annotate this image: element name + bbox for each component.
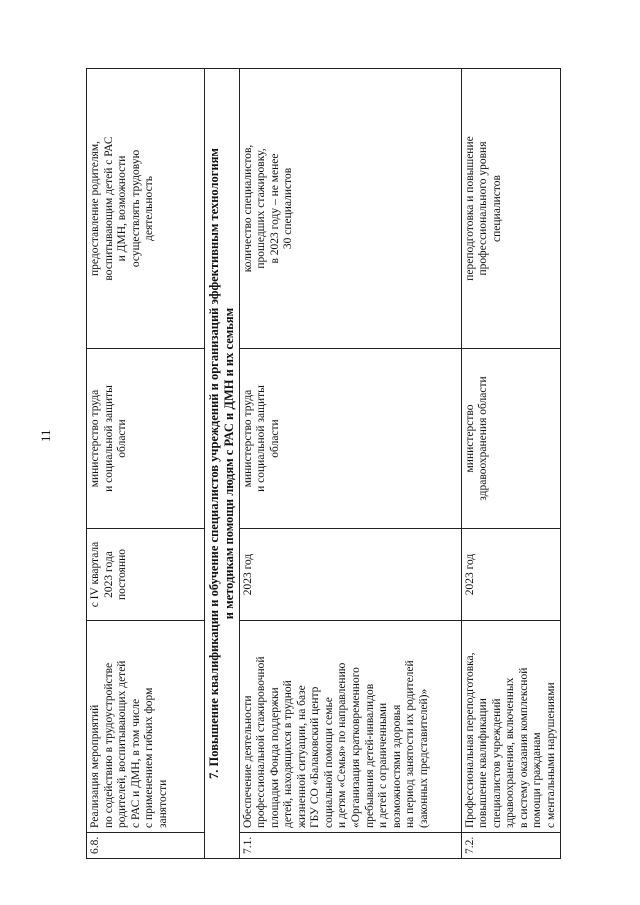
executor-cell: министерство труда и социальной защиты области [87, 349, 205, 529]
executor-cell: министерство труда и социальной защиты области [239, 349, 461, 529]
row-number: 7.2. [461, 833, 561, 859]
rotated-table-container [86, 69, 557, 859]
result-cell: количество специалистов, прошедших стажировку, в 2023 году – не менее 30 специалистов [239, 69, 461, 349]
period-cell: с IV квартала 2023 года постоянно [87, 529, 205, 621]
table-row-7-1 [239, 69, 461, 859]
row-number: 6.8. [87, 833, 205, 859]
section-7-title: 7. Повышение квалификации и обучение специалистов учреждений и организаций эффективным технологиям и методикам помощи людям с РАС и ДМН и их семьям [205, 69, 240, 859]
activity-cell: Профессиональная переподготовка, повышение квалификации специалистов учреждений здравоохранения, включенных в систему оказания комплексной помощи гражданам с ментальными нарушениями [461, 621, 561, 833]
table-row-7-2 [461, 69, 561, 859]
period-cell: 2023 год [461, 529, 561, 621]
row-number: 7.1. [239, 833, 461, 859]
section-7-header-row [205, 69, 240, 859]
table-row-6-8 [87, 69, 205, 859]
page-number: 11 [38, 429, 53, 442]
executor-cell: министерство здравоохранения области [461, 349, 561, 529]
result-cell: предоставление родителям, воспитывающим детей с РАС и ДМН, возможности осуществлять трудовую деятельность [87, 69, 205, 349]
activity-cell: Обеспечение деятельности профессиональной стажировочной площадки Фонда поддержки детей, находящихся в трудной жизненной ситуации, на базе ГБУ СО «Балаковский центр социальной помощи семье и детям «Семья» по направлению «Организация кратковременного пребывания детей-инвалидов и детей с ограниченными возможностями здоровья на период занятости их родителей (законных представителей)» [239, 621, 461, 833]
measures-table [86, 68, 561, 859]
result-cell: переподготовка и повышение профессионального уровня специалистов [461, 69, 561, 349]
activity-cell: Реализация мероприятий по содействию в трудоустройстве родителей, воспитывающих детей с РАС и ДМН, в том числе с применением гибких форм занятости [87, 621, 205, 833]
period-cell: 2023 год [239, 529, 461, 621]
